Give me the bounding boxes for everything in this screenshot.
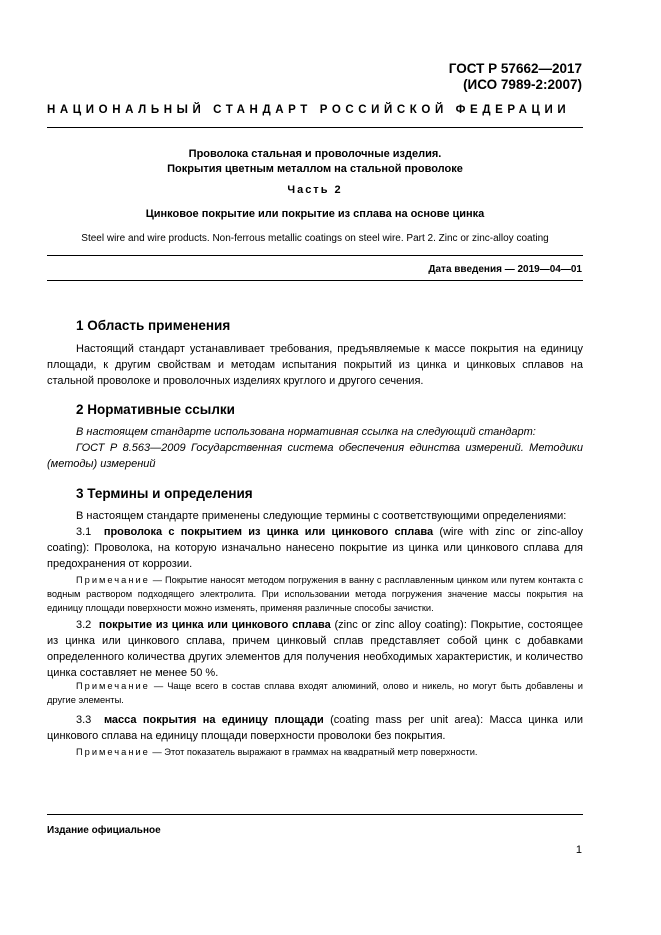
footer-rule (47, 814, 583, 815)
title-rule-top (47, 255, 583, 256)
term-3-2-name: покрытие из цинка или цинкового сплава (98, 619, 331, 631)
note-3-label: Примечание (76, 747, 150, 757)
standard-code (449, 61, 582, 93)
section-1-heading: 1 Область применения (76, 318, 231, 333)
section-3-heading: 3 Термины и определения (76, 486, 253, 501)
note-1-text: — Покрытие наносят методом погружения в ванну с расплавленным цинком или путем контакта с водным раствором подходящего электролита. При использовании метода погружения значение массы покрытия на единицу площади поверхности можно изменять, применяя различные способы зачистки. (47, 575, 583, 613)
section-2-heading: 2 Нормативные ссылки (76, 402, 235, 417)
iso-number: (ИСО 7989-2:2007) (463, 77, 582, 92)
english-title: Steel wire and wire products. Non-ferrous metallic coatings on steel wire. Part 2. Zinc or zinc-alloy coating (81, 233, 549, 244)
section-2-line-2: ГОСТ Р 8.563—2009 Государственная система обеспечения единства измерений. Методики (методы) измерений (47, 442, 583, 470)
part-label: Часть 2 (287, 184, 343, 196)
national-standard-banner: НАЦИОНАЛЬНЫЙ СТАНДАРТ РОССИЙСКОЙ ФЕДЕРАЦИИ (47, 104, 571, 116)
section-1-text (47, 341, 583, 389)
note-2-label: Примечание (76, 681, 150, 691)
note-2 (47, 679, 583, 707)
section-1-paragraph: Настоящий стандарт устанавливает требования, предъявляемые к массе покрытия на единицу площади, к другим свойствам и методам испытания покрытий из цинка и цинковых сплавов на стальной проволоке и проволочных изделиях круглого и другого сечения. (47, 343, 583, 387)
header-rule (47, 127, 583, 128)
term-3-2-block (47, 617, 583, 681)
term-3-2-definition: (zinc or zinc alloy coating): Покрытие, состоящее из цинка или цинкового сплава, причем цинковый сплав представляет собой цинк с добавками определенного количества других элементов для получения необходимых характеристик, и количество цинка составляет не менее 50 %. (47, 619, 584, 679)
term-3-1-name: проволока с покрытием из цинка или цинкового сплава (103, 526, 434, 538)
note-1 (47, 573, 583, 615)
note-2-text: — Чаще всего в состав сплава входят алюминий, олово и никель, но могут быть добавлены и другие элементы. (47, 681, 583, 705)
standard-number: ГОСТ Р 57662—2017 (448, 61, 582, 76)
title-line-1: Проволока стальная и проволочные изделия. (188, 148, 442, 160)
note-1-label: Примечание (76, 575, 150, 585)
term-3-3 (47, 712, 583, 744)
note-3-text: — Этот показатель выражают в граммах на квадратный метр поверхности. (152, 747, 478, 757)
term-3-3-block (47, 712, 583, 744)
section-3-body (47, 508, 583, 572)
term-3-2-number: 3.2 (76, 619, 92, 631)
section-2-line-1: В настоящем стандарте использована нормативная ссылка на следующий стандарт: (76, 426, 536, 438)
term-3-2 (47, 617, 583, 681)
introduction-date: Дата введения — 2019—04—01 (428, 264, 582, 275)
term-3-1-definition: (wire with zinc or zinc-alloy coating): Проволока, на которую изначально нанесено покрытие из цинка или цинкового сплава для предохранения от коррозии. (47, 526, 583, 570)
official-edition: Издание официальное (47, 825, 161, 836)
title-line-2: Покрытия цветным металлом на стальной проволоке (167, 163, 463, 175)
section-2-text (47, 424, 583, 472)
note-3 (47, 745, 583, 759)
title-rule-bottom (47, 280, 583, 281)
term-3-3-number: 3.3 (76, 714, 92, 726)
term-3-3-definition: (coating mass per unit area): Масса цинка или цинкового сплава на единицу площади поверхности проволоки без покрытия. (47, 714, 583, 742)
term-3-1-number: 3.1 (76, 526, 92, 538)
term-3-3-name: масса покрытия на единицу площади (103, 714, 324, 726)
section-3-intro: В настоящем стандарте применены следующие термины с соответствующими определениями: (76, 510, 567, 522)
term-3-1 (47, 524, 583, 572)
subtitle: Цинковое покрытие или покрытие из сплава на основе цинка (145, 208, 485, 220)
page-number: 1 (575, 844, 582, 856)
